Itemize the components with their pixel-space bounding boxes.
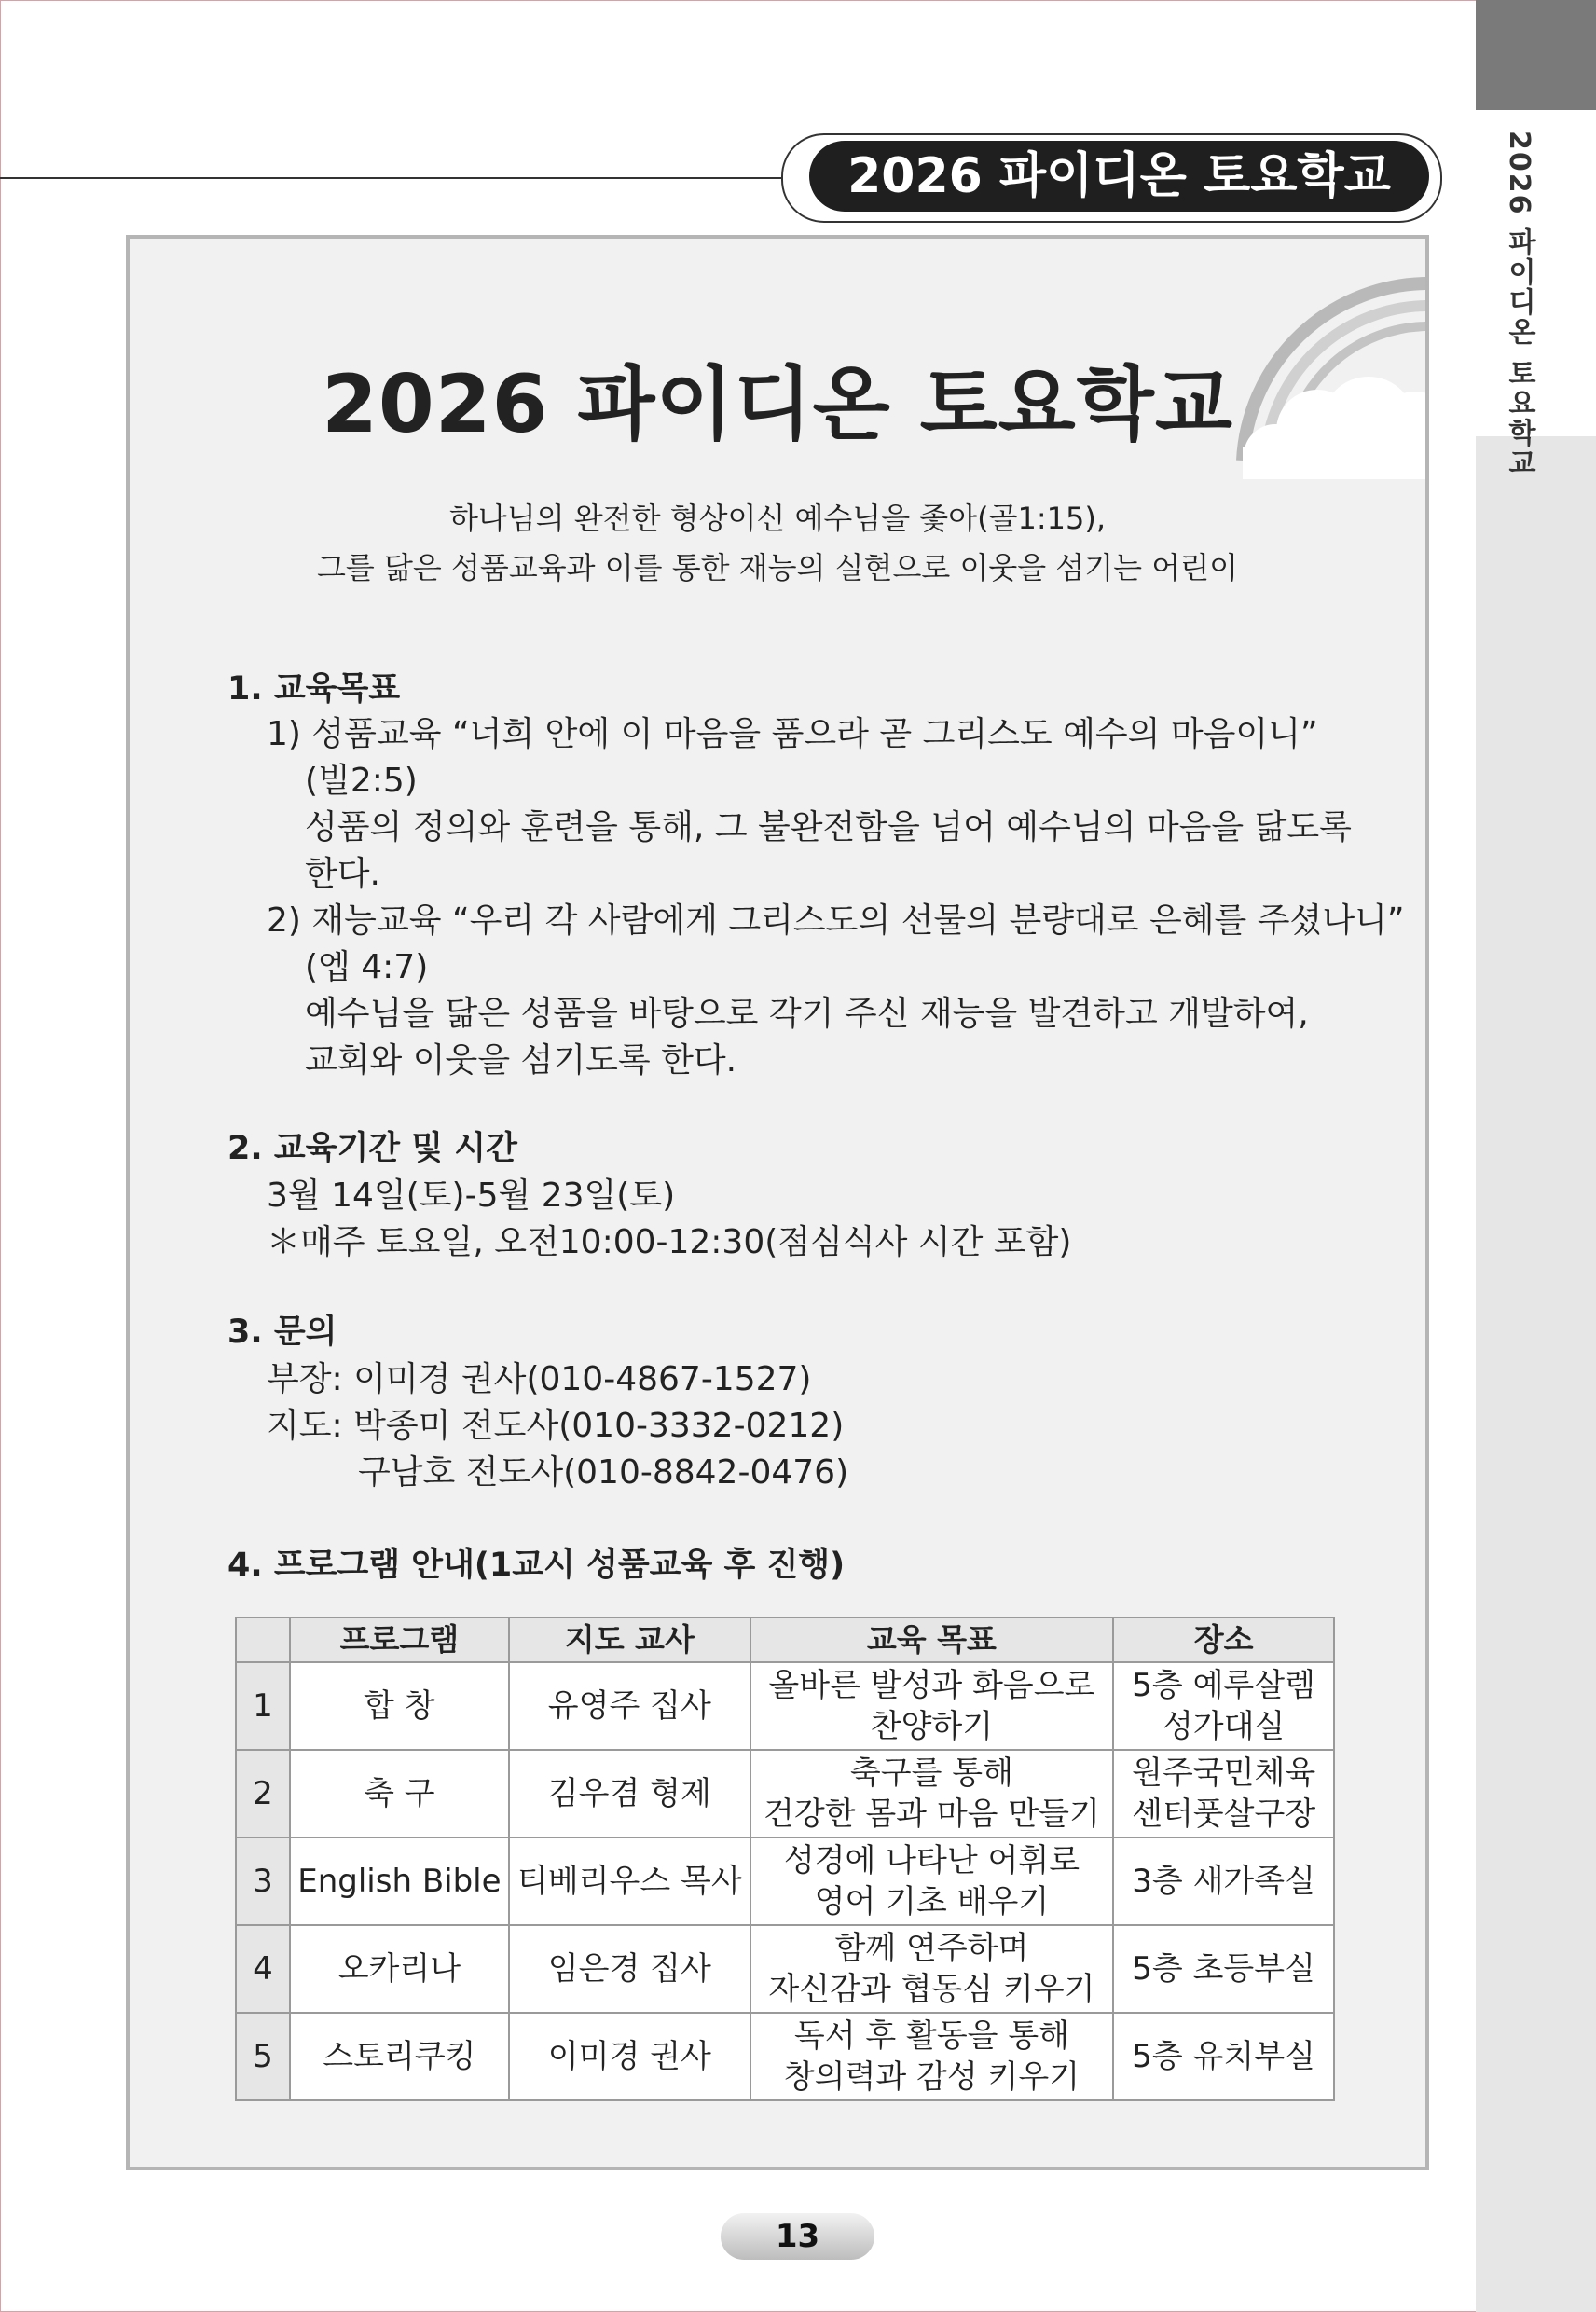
program-table	[235, 1617, 1335, 2101]
teacher-name: 티베리우스 목사	[509, 1837, 750, 1925]
place-cell: 5층 초등부실	[1113, 1925, 1334, 2013]
contact-head: 부장: 이미경 권사(010-4867-1527)	[267, 1360, 812, 1398]
program-name: 축 구	[290, 1750, 509, 1837]
goal-line-2: 찬양하기	[870, 1708, 994, 1745]
goal-2-line-1: 2) 재능교육 “우리 각 사람에게 그리스도의 선물의 분량대로 은혜를 주셨나니”	[267, 901, 1405, 940]
motto-line-2: 그를 닮은 성품교육과 이를 통한 재능의 실현으로 이웃을 섬기는 어린이	[317, 550, 1238, 585]
main-title: 2026 파이디온 토요학교	[322, 358, 1233, 451]
period-text: 3월 14일(토)-5월 23일(토)	[267, 1177, 676, 1215]
table-row	[236, 1837, 1334, 1925]
page-number: 13	[721, 2213, 874, 2260]
goal-1-line-4: 한다.	[305, 855, 380, 893]
content-panel	[126, 235, 1429, 2170]
row-number: 1	[236, 1662, 290, 1750]
goal-line-1: 성경에 나타난 어휘로	[783, 1842, 1080, 1879]
teacher-name: 유영주 집사	[509, 1662, 750, 1750]
program-name: English Bible	[290, 1837, 509, 1925]
goal-cell	[750, 1925, 1114, 2013]
table-row	[236, 1925, 1334, 2013]
teacher-name: 이미경 권사	[509, 2013, 750, 2100]
goal-cell	[750, 1750, 1114, 1837]
goal-line-1: 올바른 발성과 화음으로	[768, 1667, 1095, 1704]
schedule-note: ＊매주 토요일, 오전10:00-12:30(점심식사 시간 포함)	[267, 1223, 1072, 1261]
table-header-teacher: 지도 교사	[509, 1617, 750, 1662]
contact-guide-1: 지도: 박종미 전도사(010-3332-0212)	[267, 1407, 845, 1445]
goal-line-2: 영어 기초 배우기	[814, 1883, 1050, 1920]
side-tab-label: 2026 파이디온 토요학교	[1503, 131, 1535, 478]
place-cell	[1113, 1662, 1334, 1750]
section-1-title: 1. 교육목표	[227, 670, 401, 708]
place-line-1: 원주국민체육	[1132, 1755, 1316, 1792]
goal-line-2: 창의력과 감성 키우기	[783, 2058, 1080, 2096]
row-number: 5	[236, 2013, 290, 2100]
teacher-name: 김우겸 형제	[509, 1750, 750, 1837]
place-cell	[1113, 1750, 1334, 1837]
motto-line-1: 하나님의 완전한 형상이신 예수님을 좇아(골1:15),	[448, 501, 1107, 536]
goal-cell	[750, 1662, 1114, 1750]
goal-2-line-4: 교회와 이웃을 섬기도록 한다.	[305, 1041, 737, 1080]
row-number: 3	[236, 1837, 290, 1925]
table-row	[236, 1750, 1334, 1837]
place-line-2: 성가대실	[1162, 1708, 1286, 1745]
row-number: 2	[236, 1750, 290, 1837]
goal-line-1: 함께 연주하며	[834, 1930, 1029, 1967]
row-number: 4	[236, 1925, 290, 2013]
table-row	[236, 2013, 1334, 2100]
table-row	[236, 1662, 1334, 1750]
goal-line-2: 자신감과 협동심 키우기	[768, 1971, 1095, 2008]
table-header-program: 프로그램	[290, 1617, 509, 1662]
header-rule	[0, 177, 783, 179]
table-header-row	[236, 1617, 1334, 1662]
goal-1-line-2: (빌2:5)	[305, 762, 418, 800]
table-header-index	[236, 1617, 290, 1662]
table-header-place: 장소	[1113, 1617, 1334, 1662]
goal-line-2: 건강한 몸과 마음 만들기	[764, 1796, 1100, 1833]
program-name: 스토리쿠킹	[290, 2013, 509, 2100]
goal-1-line-3: 성품의 정의와 훈련을 통해, 그 불완전함을 넘어 예수님의 마음을 닮도록	[305, 808, 1352, 846]
section-4-title: 4. 프로그램 안내(1교시 성품교육 후 진행)	[227, 1547, 846, 1584]
table-header-goal: 교육 목표	[750, 1617, 1114, 1662]
goal-cell	[750, 2013, 1114, 2100]
program-name: 오카리나	[290, 1925, 509, 2013]
goal-2-line-3: 예수님을 닮은 성품을 바탕으로 각기 주신 재능을 발견하고 개발하여,	[305, 995, 1309, 1033]
place-cell: 3층 새가족실	[1113, 1837, 1334, 1925]
section-2-title: 2. 교육기간 및 시간	[227, 1130, 517, 1167]
program-name: 합 창	[290, 1662, 509, 1750]
place-cell: 5층 유치부실	[1113, 2013, 1334, 2100]
goal-line-1: 축구를 통해	[849, 1755, 1013, 1792]
place-line-1: 5층 예루살렘	[1132, 1667, 1315, 1704]
header-pill-title: 2026 파이디온 토요학교	[809, 141, 1429, 212]
goal-cell	[750, 1837, 1114, 1925]
goal-1-line-1: 1) 성품교육 “너희 안에 이 마음을 품으라 곧 그리스도 예수의 마음이니”	[267, 715, 1318, 753]
section-3-title: 3. 문의	[227, 1314, 337, 1351]
place-line-2: 센터풋살구장	[1132, 1796, 1316, 1833]
contact-guide-2: 구남호 전도사(010-8842-0476)	[358, 1453, 849, 1492]
goal-2-line-2: (엡 4:7)	[305, 948, 429, 986]
goal-line-1: 독서 후 활동을 통해	[793, 2017, 1070, 2055]
teacher-name: 임은경 집사	[509, 1925, 750, 2013]
side-tab-dark-block	[1476, 0, 1596, 110]
